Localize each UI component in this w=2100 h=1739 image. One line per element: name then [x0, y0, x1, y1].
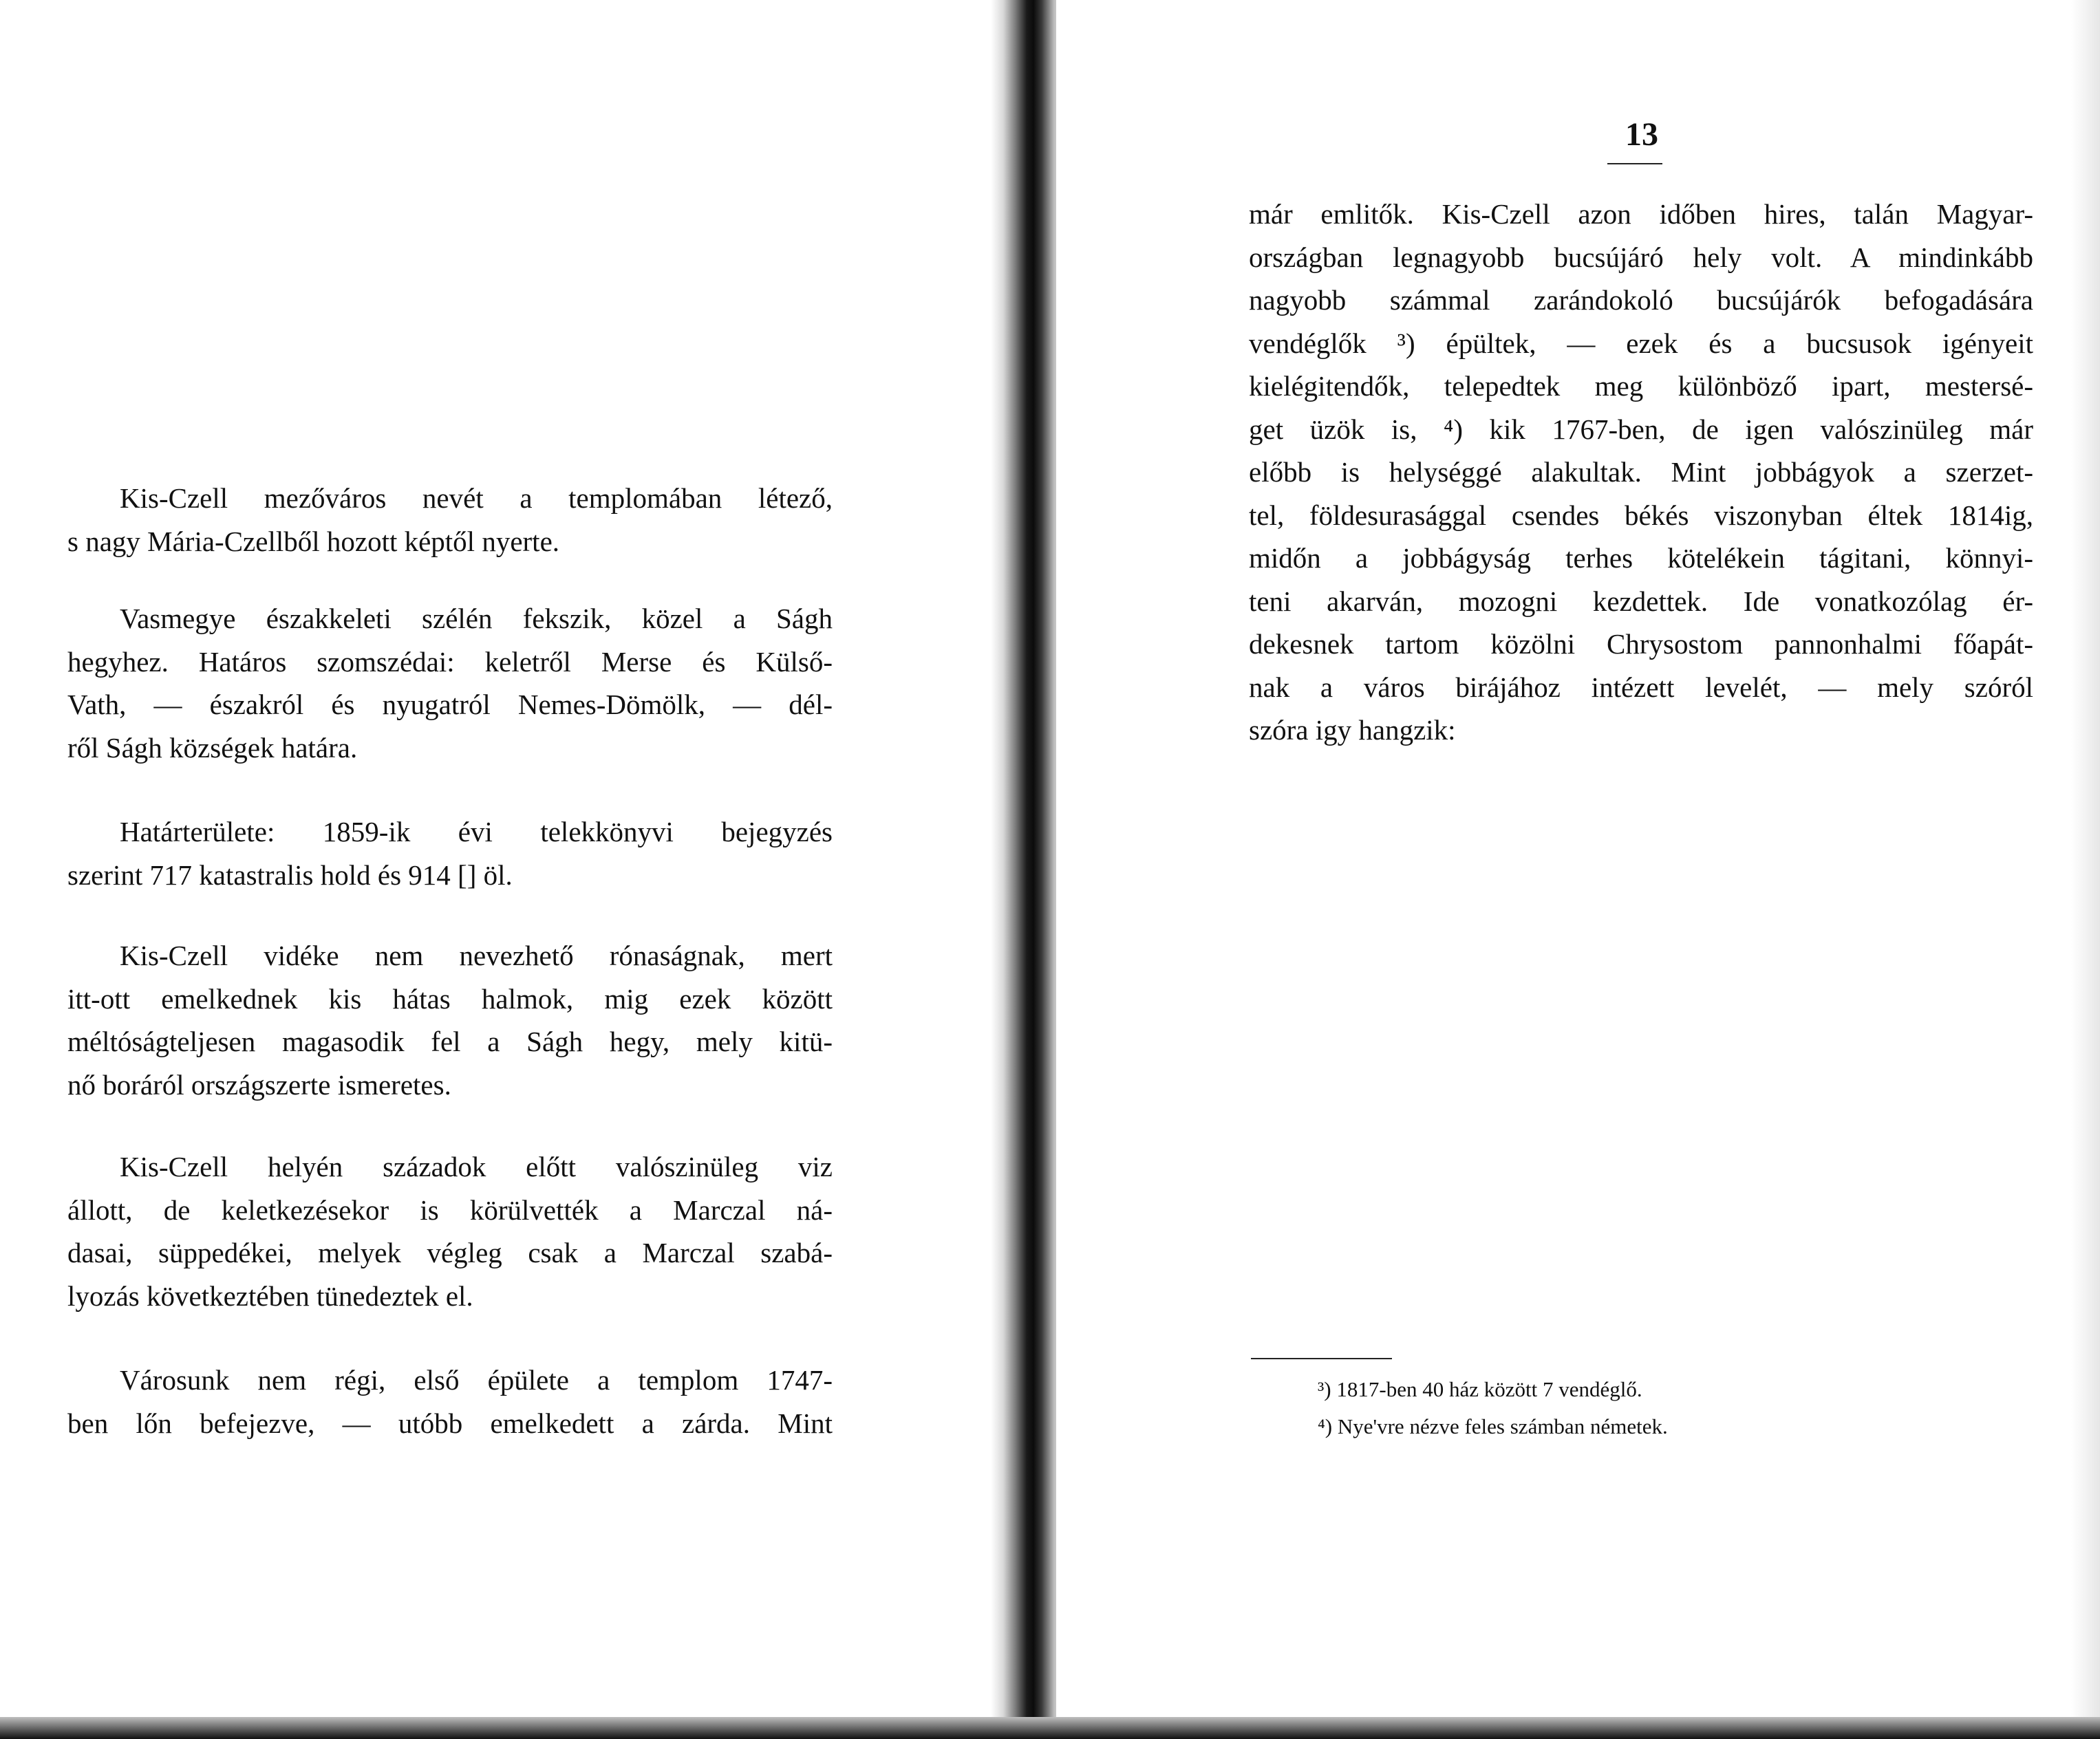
text-line: országban legnagyobb bucsújáró hely volt. A mindinkább	[1249, 241, 2033, 273]
page-number-rule	[1607, 163, 1662, 164]
text-line: ről Ságh községek határa.	[67, 731, 358, 764]
text-line: méltóságteljesen magasodik fel a Ságh hegy, mely kitü-	[67, 1026, 833, 1057]
text-line: nak a város birájához intézett levelét, — mely szóról	[1249, 671, 2033, 703]
text-line: s nagy Mária-Czellből hozott képtől nyerte.	[67, 525, 560, 557]
text-line: get üzök is, ⁴) kik 1767-ben, de igen valószinüleg már	[1249, 413, 2033, 445]
left-paragraph-2	[67, 597, 833, 769]
footnote-4: ⁴) Nye'vre nézve feles számban németek.	[1318, 1414, 1668, 1438]
text-line: Vasmegye északkeleti szélén fekszik, közel a Ságh	[120, 603, 833, 634]
text-line: teni akarván, mozogni kezdettek. Ide vonatkozólag ér-	[1249, 585, 2033, 617]
footnote-3: ³) 1817-ben 40 ház között 7 vendéglő.	[1318, 1377, 1642, 1401]
page-number: 13	[1625, 116, 1658, 153]
bottom-shadow	[0, 1717, 2100, 1739]
text-line: Kis-Czell mezőváros nevét a templomában létező,	[120, 482, 833, 514]
page-edge	[2071, 0, 2100, 1739]
text-line: Kis-Czell helyén századok előtt valószinüleg viz	[120, 1151, 833, 1182]
footnote-rule	[1251, 1358, 1392, 1359]
left-page	[0, 0, 1001, 1739]
text-line: Határterülete: 1859-ik évi telekkönyvi bejegyzés	[120, 816, 833, 847]
text-line: Kis-Czell vidéke nem nevezhető rónaságnak, mert	[120, 940, 833, 971]
text-line: nagyobb számmal zarándokoló bucsújárók befogadására	[1249, 284, 2033, 316]
left-paragraph-6	[67, 1359, 833, 1445]
left-paragraph-4	[67, 934, 833, 1106]
text-line: szerint 717 katastralis hold és 914 [] öl.	[67, 858, 513, 891]
book-gutter	[991, 0, 1067, 1739]
text-line: vendéglők ³) épültek, — ezek és a bucsusok igényeit	[1249, 327, 2033, 359]
text-line: előbb is helységgé alakultak. Mint jobbágyok a szerzet-	[1249, 456, 2033, 488]
text-line: Városunk nem régi, első épülete a templom 1747-	[120, 1364, 833, 1396]
text-line: már emlitők. Kis-Czell azon időben hires, talán Magyar-	[1249, 198, 2033, 230]
left-paragraph-5	[67, 1145, 833, 1317]
text-line: itt-ott emelkednek kis hátas halmok, mig ezek között	[67, 982, 833, 1015]
text-line: tel, földesurasággal csendes békés viszonyban éltek 1814ig,	[1249, 499, 2033, 531]
text-line: hegyhez. Határos szomszédai: keletről Merse és Külső-	[67, 645, 833, 678]
text-line: Vath, — északról és nyugatról Nemes-Dömölk, — dél-	[67, 689, 833, 720]
text-line: nő boráról országszerte ismeretes.	[67, 1068, 451, 1101]
text-line: lyozás következtében tünedeztek el.	[67, 1279, 473, 1312]
text-line: szóra igy hangzik:	[1249, 714, 1456, 746]
text-line: kielégitendők, telepedtek meg különböző ipart, mestersé-	[1249, 370, 2033, 402]
text-line: állott, de keletkezésekor is körülvették a Marczal ná-	[67, 1193, 833, 1226]
text-line: ben lőn befejezve, — utóbb emelkedett a zárda. Mint	[67, 1407, 833, 1439]
left-paragraph-3	[67, 810, 833, 896]
text-line: dasai, süppedékei, melyek végleg csak a Marczal szabá-	[67, 1237, 833, 1268]
right-paragraph	[1249, 193, 2033, 752]
text-line: dekesnek tartom közölni Chrysostom pannonhalmi főapát-	[1249, 628, 2033, 660]
left-paragraph-1	[67, 477, 833, 563]
text-line: midőn a jobbágyság terhes kötelékein tágitani, könnyi-	[1249, 542, 2033, 574]
